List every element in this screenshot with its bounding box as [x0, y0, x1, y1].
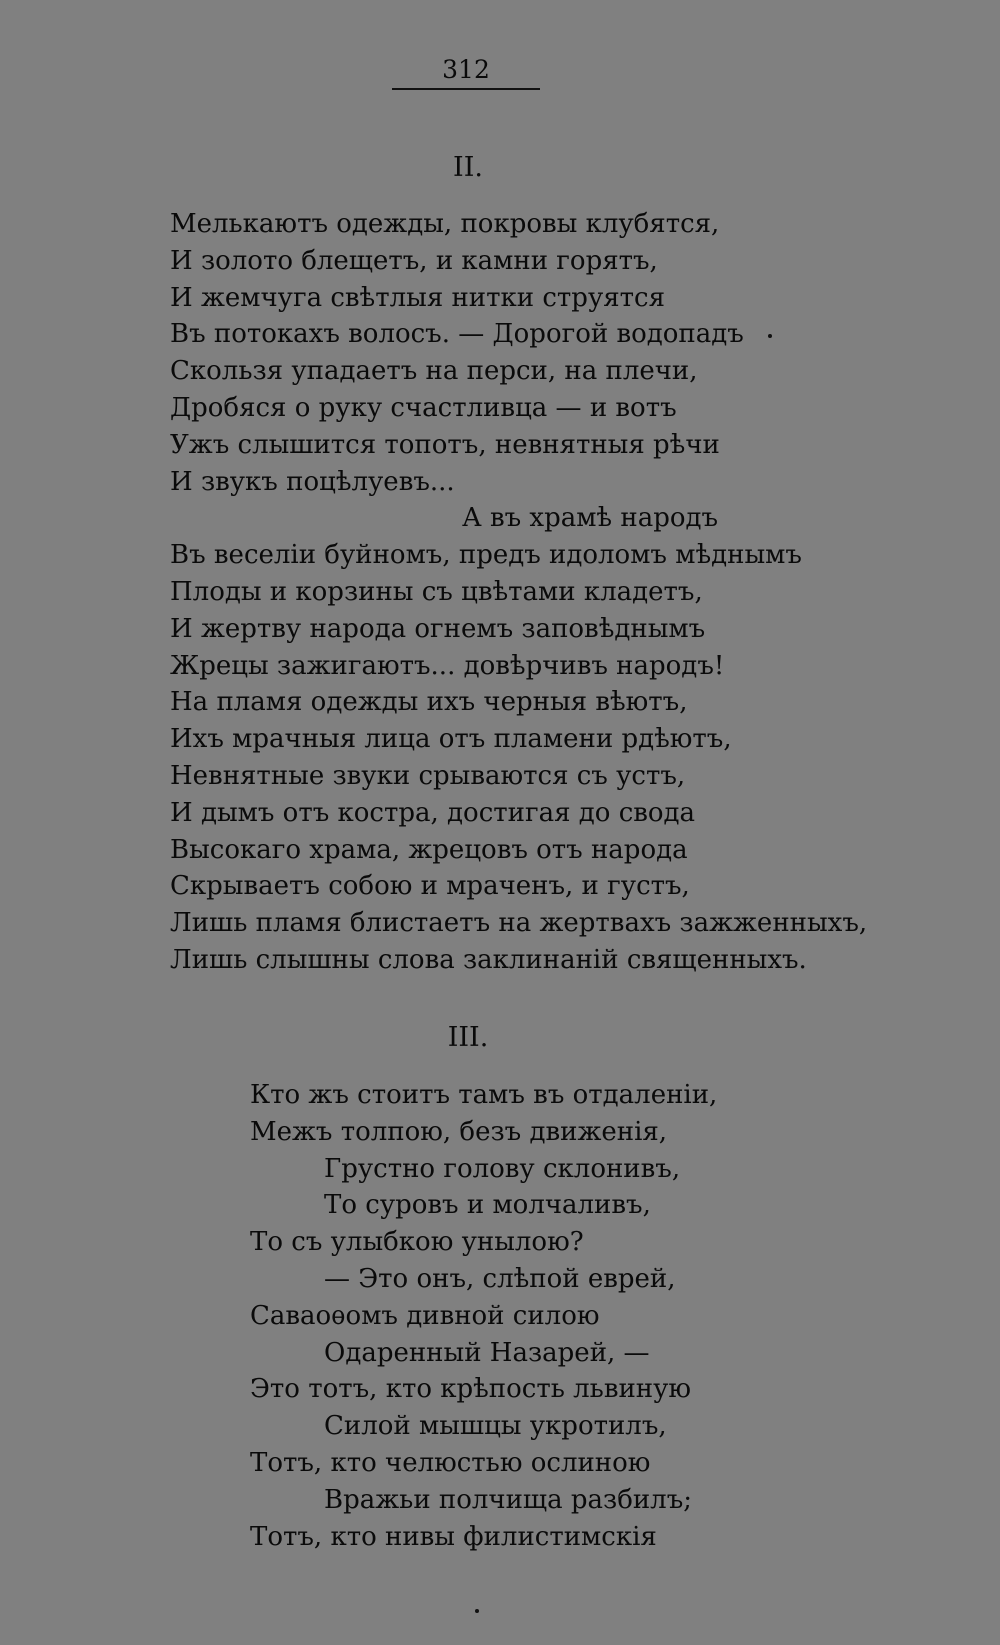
verse-line: На пламя одежды ихъ черныя вѣютъ, — [170, 687, 688, 718]
verse-line: И жемчуга свѣтлыя нитки струятся — [170, 282, 666, 313]
verse-line: Лишь слышны слова заклинаній священныхъ. — [170, 944, 807, 975]
verse-line: Невнятные звуки срываются съ устъ, — [170, 760, 686, 791]
page-number-rule — [392, 88, 540, 90]
verse-line: И звукъ поцѣлуевъ... — [170, 466, 455, 497]
verse-line: Кто жъ стоитъ тамъ въ отдаленіи, — [250, 1080, 718, 1110]
verse-line: И дымъ отъ костра, достигая до свода — [170, 797, 696, 828]
verse-line: Тотъ, кто челюстью ослиною — [250, 1447, 651, 1478]
poem-section-iii — [250, 1077, 717, 1555]
verse-line: Это тотъ, кто крѣпость львиную — [250, 1374, 692, 1405]
verse-line: Въ потокахъ волосъ. — Дорогой водопадъ — [170, 319, 744, 350]
verse-line: Въ веселіи буйномъ, предъ идоломъ мѣднымъ — [170, 540, 802, 571]
verse-line: Мелькаютъ одежды, покровы клубятся, — [170, 209, 720, 239]
verse-line: То съ улыбкою унылою? — [250, 1227, 584, 1258]
print-speck — [475, 1609, 479, 1613]
verse-line: Ихъ мрачныя лица отъ пламени рдѣютъ, — [170, 724, 732, 755]
verse-line: А въ храмѣ народъ — [462, 503, 719, 534]
verse-line: Ужъ слышится топотъ, невнятныя рѣчи — [170, 429, 720, 460]
verse-line: Дробяся о руку счастливца — и вотъ — [170, 392, 677, 423]
verse-line: Саваоѳомъ дивной силою — [250, 1300, 600, 1331]
verse-line: Высокаго храма, жрецовъ отъ народа — [170, 834, 688, 865]
page-number: 312 — [442, 55, 490, 84]
verse-line: Плоды и корзины съ цвѣтами кладетъ, — [170, 576, 703, 607]
verse-line: Вражьи полчища разбилъ; — [324, 1484, 692, 1515]
verse-line: Силой мышцы укротилъ, — [324, 1411, 667, 1442]
verse-line: — Это онъ, слѣпой еврей, — [324, 1263, 676, 1294]
print-speck — [768, 334, 772, 338]
verse-line: Межъ толпою, безъ движенія, — [250, 1116, 668, 1147]
verse-line: Грустно голову склонивъ, — [324, 1153, 681, 1184]
verse-line: Жрецы зажигаютъ... довѣрчивъ народъ! — [170, 650, 725, 681]
verse-line: Одаренный Назарей, — — [324, 1337, 650, 1368]
verse-line: Скрываетъ собою и мраченъ, и густъ, — [170, 871, 690, 902]
verse-line: То суровъ и молчаливъ, — [324, 1190, 651, 1221]
verse-line: Лишь пламя блистаетъ на жертвахъ зажженныхъ, — [170, 908, 868, 939]
verse-line: И золото блещетъ, и камни горятъ, — [170, 245, 658, 276]
verse-line: И жертву народа огнемъ заповѣднымъ — [170, 613, 706, 644]
poem-section-ii — [170, 206, 867, 979]
section-heading-ii: II. — [453, 152, 483, 183]
verse-line: Тотъ, кто нивы филистимскія — [250, 1521, 657, 1552]
section-heading-iii: III. — [447, 1022, 489, 1053]
verse-line: Скользя упадаетъ на перси, на плечи, — [170, 356, 698, 387]
